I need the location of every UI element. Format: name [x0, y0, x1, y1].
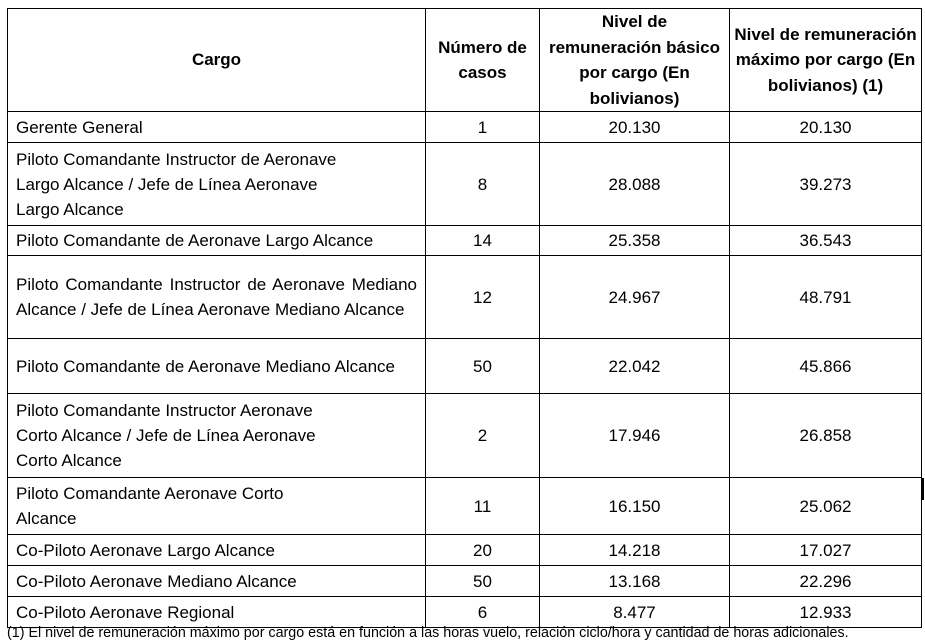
- table-row: [8, 256, 922, 339]
- header-numero-casos: Número de casos: [426, 9, 540, 112]
- table-footnote: (1) El nivel de remuneración máximo por cargo está en función a las horas vuelo, relación ciclo/hora y cantidad de horas adicionales.: [7, 625, 849, 641]
- cell-basico: 28.088: [540, 143, 730, 226]
- cell-basico: 14.218: [540, 535, 730, 566]
- cell-basico: 25.358: [540, 226, 730, 256]
- cell-basico: 8.477: [540, 597, 730, 628]
- table-header: [8, 9, 922, 112]
- cell-cargo: Co-Piloto Aeronave Regional: [8, 597, 426, 628]
- cell-cargo: Piloto Comandante de Aeronave Largo Alcance: [8, 226, 426, 256]
- cell-cargo: Piloto Comandante Aeronave Corto Alcance: [8, 478, 426, 535]
- cell-basico: 22.042: [540, 339, 730, 394]
- header-remuneracion-basica: Nivel de remuneración básico por cargo (En bolivianos): [540, 9, 730, 112]
- table-row: [8, 478, 922, 535]
- cell-maximo: 26.858: [730, 394, 922, 478]
- cell-casos: 8: [426, 143, 540, 226]
- cell-basico: 16.150: [540, 478, 730, 535]
- salary-table: [7, 8, 922, 628]
- cell-maximo: 45.866: [730, 339, 922, 394]
- table-row: [8, 339, 922, 394]
- cell-casos: 50: [426, 566, 540, 597]
- cell-basico: 20.130: [540, 112, 730, 143]
- header-cargo: Cargo: [8, 9, 426, 112]
- cell-maximo: 39.273: [730, 143, 922, 226]
- cell-cargo: Piloto Comandante de Aeronave Mediano Alcance: [8, 339, 426, 394]
- table-row: [8, 566, 922, 597]
- cell-cargo: Gerente General: [8, 112, 426, 143]
- cell-basico: 13.168: [540, 566, 730, 597]
- cell-cargo: Piloto Comandante Instructor Aeronave Corto Alcance / Jefe de Línea Aeronave Corto Alcance: [8, 394, 426, 478]
- cell-cargo: Co-Piloto Aeronave Mediano Alcance: [8, 566, 426, 597]
- cell-maximo: 20.130: [730, 112, 922, 143]
- cell-maximo: 22.296: [730, 566, 922, 597]
- cell-maximo: 25.062: [730, 478, 922, 535]
- cell-casos: 20: [426, 535, 540, 566]
- table-row: [8, 226, 922, 256]
- table-row: [8, 394, 922, 478]
- text-cursor-icon: [922, 478, 924, 500]
- cell-maximo: 36.543: [730, 226, 922, 256]
- cell-cargo: Piloto Comandante Instructor de Aeronave Largo Alcance / Jefe de Línea Aeronave Largo Alcance: [8, 143, 426, 226]
- table-row: [8, 112, 922, 143]
- cell-maximo: 48.791: [730, 256, 922, 339]
- cell-casos: 50: [426, 339, 540, 394]
- cell-casos: 1: [426, 112, 540, 143]
- cell-maximo: 12.933: [730, 597, 922, 628]
- cell-casos: 11: [426, 478, 540, 535]
- table-row: [8, 143, 922, 226]
- cell-casos: 14: [426, 226, 540, 256]
- cell-maximo: 17.027: [730, 535, 922, 566]
- cell-casos: 2: [426, 394, 540, 478]
- table-row: [8, 535, 922, 566]
- table-row: [8, 597, 922, 628]
- cropped-heading-fragment: [212, 0, 712, 5]
- cell-casos: 12: [426, 256, 540, 339]
- cell-casos: 6: [426, 597, 540, 628]
- cell-cargo: Piloto Comandante Instructor de Aeronave Mediano Alcance / Jefe de Línea Aeronave Mediano Alcance: [8, 256, 426, 339]
- cell-basico: 17.946: [540, 394, 730, 478]
- header-remuneracion-maxima: Nivel de remuneración máximo por cargo (En bolivianos) (1): [730, 9, 922, 112]
- cell-basico: 24.967: [540, 256, 730, 339]
- cell-cargo: Co-Piloto Aeronave Largo Alcance: [8, 535, 426, 566]
